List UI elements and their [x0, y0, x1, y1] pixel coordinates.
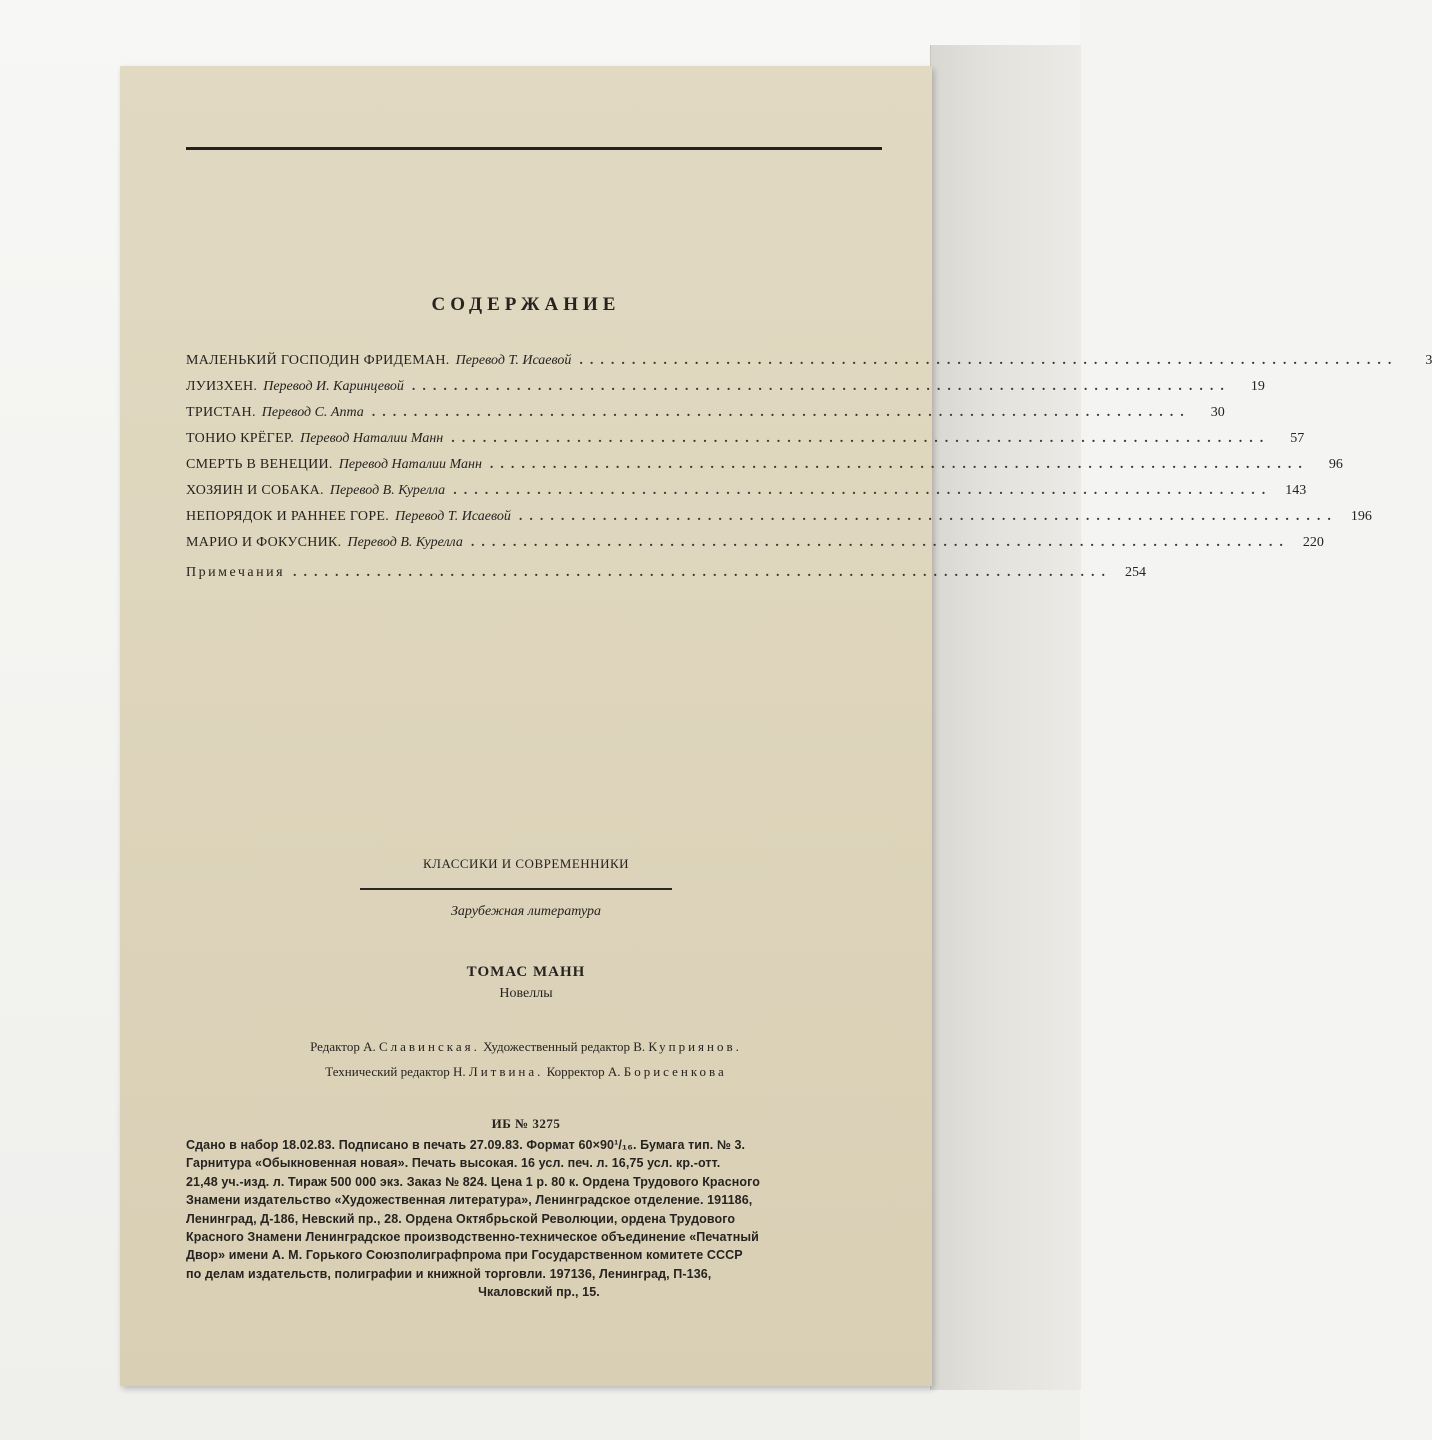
toc-item: [186, 431, 1305, 457]
toc-item: [186, 535, 1324, 561]
toc-item-page: 3: [1425, 353, 1432, 368]
toc-item-page: 143: [1285, 483, 1307, 498]
series-title: КЛАССИКИ И СОВРЕМЕННИКИ: [422, 856, 630, 871]
toc-item-translator: Перевод В. Курелла: [329, 483, 446, 498]
imprint-line: Двор» имени А. М. Горького Союзполиграфпрома при Государственном комитете СССР: [186, 1248, 743, 1263]
imprint-line: по делам издательств, полиграфии и книжной торговли. 197136, Ленинград, П-136,: [186, 1266, 712, 1281]
series-rule: [360, 888, 672, 890]
toc-item: [186, 457, 1343, 483]
toc-item: [186, 379, 1265, 405]
credits-line: [120, 1034, 932, 1059]
book-title: Новеллы: [499, 986, 553, 1001]
proofreader-name: Борисенкова: [623, 1064, 727, 1079]
leader-dots: ..............................................................................: [470, 535, 1290, 550]
tech-editor-label: Технический редактор Н.: [325, 1064, 466, 1079]
imprint-line: Гарнитура «Обыкновенная новая». Печать высокая. 16 усл. печ. л. 16,75 усл. кр.-отт.: [186, 1156, 721, 1171]
toc-item: [186, 509, 1372, 535]
toc-item-translator: Перевод Наталии Манн: [338, 457, 482, 472]
book-page: [120, 66, 1432, 1386]
art-editor-label: Художественный редактор В.: [483, 1039, 646, 1054]
leader-dots: ..............................................................................: [451, 431, 1271, 446]
toc-item-translator: Перевод Наталии Манн: [300, 431, 444, 446]
leader-dots: ..............................................................................: [518, 509, 1338, 524]
art-editor-name: Куприянов.: [648, 1039, 742, 1054]
toc-notes-title: Примечания: [186, 565, 286, 580]
leader-dots: ..............................................................................: [579, 353, 1399, 368]
proofreader-label: Корректор А.: [546, 1064, 621, 1079]
toc-item-title: ТОНИО КРЁГЕР.: [186, 431, 295, 446]
credits: [120, 1034, 932, 1084]
imprint-line: Красного Знамени Ленинградское производственно-техническое объединение «Печатный: [186, 1230, 759, 1245]
toc-item-title: МАРИО И ФОКУСНИК.: [186, 535, 342, 550]
leader-dots: ..............................................................................: [489, 457, 1309, 472]
imprint: [186, 1136, 892, 1302]
toc-item-title: МАЛЕНЬКИЙ ГОСПОДИН ФРИДЕМАН.: [186, 353, 450, 368]
table-of-contents: [186, 353, 1432, 591]
toc-item-page: 96: [1328, 457, 1343, 472]
back-page-edge: [930, 45, 1081, 1390]
tech-editor-name: Литвина.: [468, 1064, 544, 1079]
toc-item-translator: Перевод Т. Исаевой: [395, 509, 511, 524]
toc-item-page: 220: [1302, 535, 1324, 550]
toc-item-page: 19: [1250, 379, 1265, 394]
editor-label: Редактор А.: [310, 1039, 376, 1054]
subseries-title: Зарубежная литература: [450, 904, 602, 919]
toc-item: [186, 483, 1307, 509]
editor-name: Славинская.: [378, 1039, 480, 1054]
toc-item-title: СМЕРТЬ В ВЕНЕЦИИ.: [186, 457, 333, 472]
credits-line: [120, 1059, 932, 1084]
toc-item-title: ТРИСТАН.: [186, 405, 256, 420]
leader-dots: ..............................................................................: [293, 565, 1113, 580]
leader-dots: ..............................................................................: [371, 405, 1191, 420]
imprint-line: Ленинград, Д-186, Невский пр., 28. Ордена Октябрьской Революции, ордена Трудового: [186, 1211, 736, 1226]
toc-notes-page: 254: [1125, 565, 1147, 580]
toc-item-translator: Перевод С. Апта: [261, 405, 364, 420]
toc-item: [186, 405, 1225, 431]
toc-item-translator: Перевод И. Каринцевой: [263, 379, 404, 394]
leader-dots: ..............................................................................: [411, 379, 1231, 394]
ib-number: ИБ № 3275: [491, 1116, 561, 1131]
toc-item: [186, 353, 1432, 379]
toc-item-title: ЛУИЗХЕН.: [186, 379, 258, 394]
imprint-line: Чкаловский пр., 15.: [478, 1285, 600, 1300]
toc-item-page: 57: [1290, 431, 1305, 446]
toc-item-translator: Перевод В. Курелла: [347, 535, 463, 550]
author-name: ТОМАС МАНН: [466, 964, 586, 980]
leader-dots: ..............................................................................: [453, 483, 1273, 498]
top-rule: [186, 147, 882, 150]
imprint-line: 21,48 уч.-изд. л. Тираж 500 000 экз. Заказ № 824. Цена 1 р. 80 к. Ордена Трудового Красного: [186, 1174, 761, 1189]
imprint-line: Сдано в набор 18.02.83. Подписано в печать 27.09.83. Формат 60×90¹/₁₆. Бумага тип. № 3.: [186, 1138, 746, 1152]
toc-heading: СОДЕРЖАНИЕ: [431, 294, 621, 315]
toc-item-page: 196: [1350, 509, 1372, 524]
toc-item-notes: [186, 565, 1147, 591]
toc-item-page: 30: [1210, 405, 1225, 420]
toc-item-title: ХОЗЯИН И СОБАКА.: [186, 483, 324, 498]
toc-item-title: НЕПОРЯДОК И РАННЕЕ ГОРЕ.: [186, 509, 390, 524]
toc-item-translator: Перевод Т. Исаевой: [455, 353, 572, 368]
imprint-line: Знамени издательство «Художественная литература», Ленинградское отделение. 191186,: [186, 1193, 753, 1208]
